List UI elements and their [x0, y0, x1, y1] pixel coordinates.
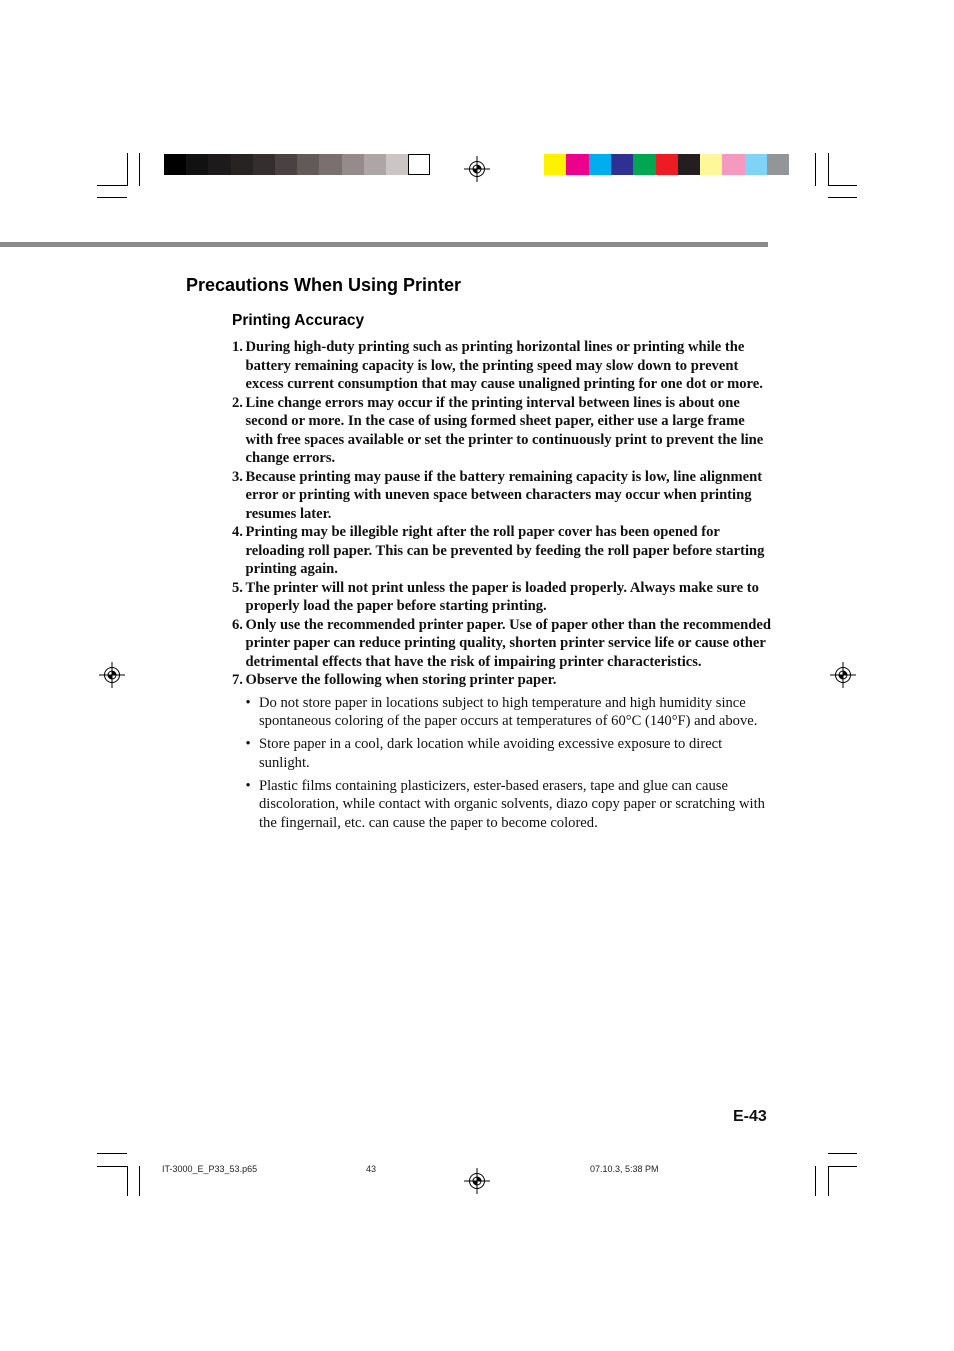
storage-bullet-list [246, 694, 773, 833]
item-number: 7. [232, 672, 243, 688]
bullet-text: Plastic films containing plasticizers, ester-based erasers, tape and glue can cause discoloration, while contact with organic solvents, diazo copy paper or scratching with the fingernail, etc. can cause the paper to become colored. [259, 777, 765, 831]
color-swatch [633, 154, 655, 175]
list-item [232, 468, 772, 524]
color-swatch [678, 154, 700, 175]
color-swatch [544, 154, 566, 175]
color-swatch [700, 154, 722, 175]
footer-page: 43 [366, 1164, 377, 1174]
gray-swatch [253, 154, 275, 175]
item-text: Because printing may pause if the battery remaining capacity is low, line alignment error or printing with uneven space between characters may occur when printing resumes later. [245, 468, 763, 522]
bullet-item [246, 735, 773, 772]
bullet-item [246, 694, 773, 731]
bullet-item [246, 777, 773, 833]
list-item [232, 523, 772, 579]
precaution-list [232, 338, 772, 837]
gray-swatch [164, 154, 186, 175]
page-number: E-43 [733, 1108, 767, 1125]
registration-mark-icon [99, 662, 125, 688]
bullet-text: Do not store paper in locations subject to high temperature and high humidity since spontaneous coloring of the paper occurs at temperatures of 60°C (140°F) and above. [259, 694, 758, 729]
registration-mark-icon [464, 156, 490, 182]
header-rule [0, 242, 768, 247]
item-text: During high-duty printing such as printing horizontal lines or printing while the battery remaining capacity is low, the printing speed may slow down to prevent excess current consumption that may cause unaligned printing for one dot or more. [245, 339, 763, 392]
item-text: Observe the following when storing printer paper. [245, 672, 557, 688]
gray-swatch [386, 154, 408, 175]
gray-swatch [208, 154, 230, 175]
gray-swatch [319, 154, 341, 175]
item-number: 5. [232, 579, 243, 596]
color-swatch [745, 154, 767, 175]
item-text: The printer will not print unless the paper is loaded properly. Always make sure to properly load the paper before starting printing. [245, 579, 759, 614]
list-item [232, 338, 772, 394]
list-item [232, 394, 772, 468]
gray-swatch [342, 154, 364, 175]
bullet-text: Store paper in a cool, dark location while avoiding excessive exposure to direct sunlight. [259, 736, 723, 771]
bullet-icon: • [245, 736, 251, 752]
color-swatch [767, 154, 789, 175]
item-number: 4. [232, 524, 243, 540]
gray-swatch [408, 154, 430, 175]
bullet-icon: • [245, 777, 251, 794]
item-number: 6. [232, 616, 243, 633]
registration-mark-icon [464, 1168, 490, 1194]
color-swatch [656, 154, 678, 175]
list-item [232, 616, 772, 672]
gray-swatch [275, 154, 297, 175]
item-text: Only use the recommended printer paper. Use of paper other than the recommended printer paper can reduce printing quality, shorten printer service life or cause other detrimental effects that have the risk of impairing printer characteristics. [245, 616, 771, 670]
gray-swatch [231, 154, 253, 175]
section-title: Precautions When Using Printer [186, 275, 462, 295]
item-number: 1. [232, 339, 243, 355]
color-swatch [589, 154, 611, 175]
registration-mark-icon [830, 662, 856, 688]
subsection-title: Printing Accuracy [232, 312, 365, 329]
color-swatch [566, 154, 588, 175]
list-item [232, 579, 772, 616]
gray-swatch [297, 154, 319, 175]
gray-swatch [364, 154, 386, 175]
color-swatch [611, 154, 633, 175]
list-item [232, 671, 772, 832]
bullet-icon: • [245, 694, 251, 711]
gray-swatch [186, 154, 208, 175]
item-text: Line change errors may occur if the printing interval between lines is about one second or more. In the case of using formed sheet paper, either use a large frame with free spaces available or set the printer to continuously print to prevent the line change errors. [245, 394, 764, 466]
item-number: 2. [232, 394, 243, 411]
item-number: 3. [232, 468, 243, 485]
item-text: Printing may be illegible right after the roll paper cover has been opened for reloading roll paper. This can be prevented by feeding the roll paper before starting printing again. [245, 524, 765, 577]
footer-filename: IT-3000_E_P33_53.p65 [162, 1164, 258, 1174]
footer-timestamp: 07.10.3, 5:38 PM [590, 1164, 659, 1174]
color-swatch [722, 154, 744, 175]
